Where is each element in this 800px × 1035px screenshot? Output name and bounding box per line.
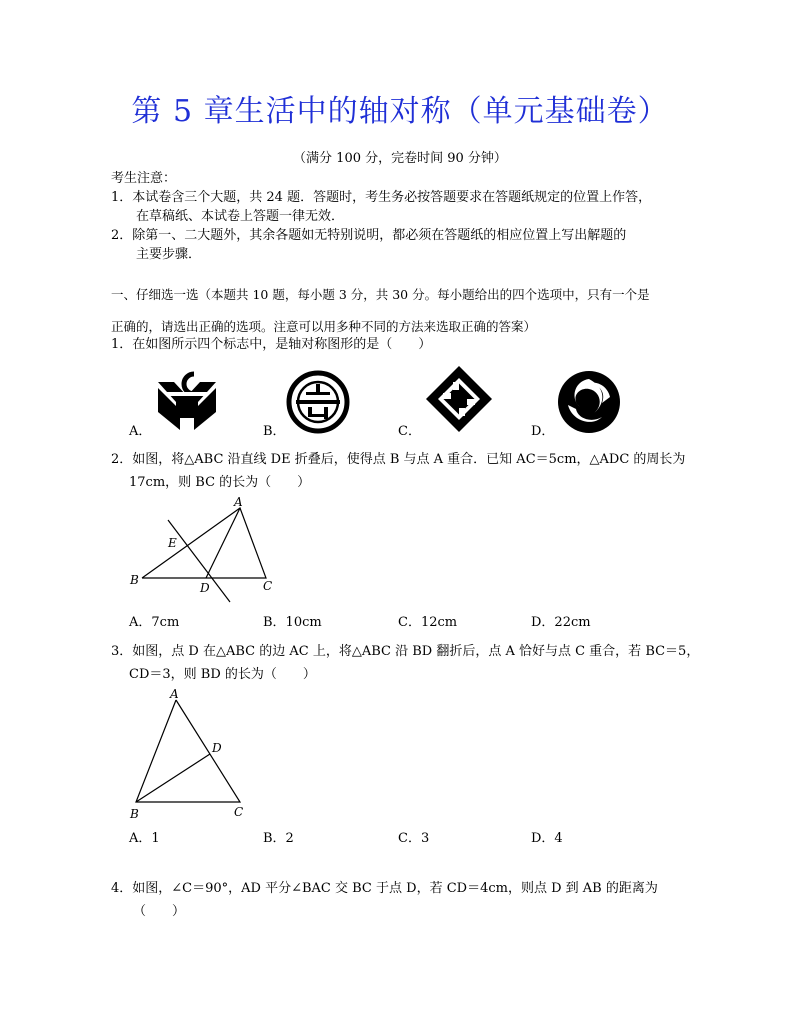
question-2-label-b: B (130, 573, 139, 587)
question-2-stem-line-1: 2．如图，将△ABC 沿直线 DE 折叠后，使得点 B 与点 A 重合．已知 AC＝5cm，△ADC 的周长为 (111, 452, 686, 467)
question-2-stem-line-2: 17cm，则 BC 的长为（ ） (129, 475, 311, 490)
question-1-option-d[interactable]: D． (531, 424, 555, 439)
question-3-label-a: A (170, 688, 179, 701)
question-3-figure (124, 688, 254, 820)
question-3-stem-line-1: 3．如图，点 D 在△ABC 的边 AC 上，将△ABC 沿 BD 翻折后，点 A 恰好与点 C 重合，若 BC＝5， (111, 644, 700, 659)
logo-c-icon (424, 364, 494, 434)
question-3-option-b[interactable]: B．2 (263, 831, 294, 846)
notice-item-1-line-1: 1．本试卷含三个大题，共 24 题．答题时，考生务必按答题要求在答题纸规定的位置上作答， (111, 190, 652, 205)
question-2-option-a[interactable]: A．7cm (129, 615, 180, 630)
section-1-line-2: 正确的，请选出正确的选项。注意可以用多种不同的方法来选取正确的答案） (111, 319, 537, 334)
logo-a-icon (150, 368, 224, 432)
logo-b-icon (286, 370, 350, 434)
logo-d-icon (556, 369, 622, 435)
question-2-figure (120, 494, 280, 606)
question-1-stem: 1．在如图所示四个标志中，是轴对称图形的是（ ） (111, 337, 432, 352)
question-2-label-d: D (200, 581, 210, 595)
question-3-label-d: D (212, 741, 222, 755)
question-1-option-c[interactable]: C． (398, 424, 421, 439)
question-2-label-c: C (263, 579, 273, 593)
question-2-label-a: A (234, 495, 243, 509)
notice-item-2-line-1: 2．除第一、二大题外，其余各题如无特别说明，都必须在答题纸的相应位置上写出解题的 (111, 228, 627, 243)
question-3-stem-line-2: CD＝3，则 BD 的长为（ ） (129, 667, 316, 682)
question-3-option-a[interactable]: A．1 (129, 831, 160, 846)
notice-item-2-line-2: 主要步骤． (136, 247, 202, 262)
question-2-label-e: E (168, 536, 177, 550)
question-1-option-a[interactable]: A． (129, 424, 152, 439)
page-subtitle: （满分 100 分，完卷时间 90 分钟） (293, 151, 507, 166)
section-1-line-1: 一、仔细选一选（本题共 10 题，每小题 3 分，共 30 分。每小题给出的四个选项中，只有一个是 (111, 287, 650, 302)
question-2-option-b[interactable]: B．10cm (263, 615, 322, 630)
question-2-option-c[interactable]: C．12cm (398, 615, 458, 630)
question-1-option-b[interactable]: B． (263, 424, 286, 439)
question-3-option-c[interactable]: C．3 (398, 831, 430, 846)
notice-item-1-line-2: 在草稿纸、本试卷上答题一律无效． (136, 209, 345, 224)
page-title: 第 5 章生活中的轴对称（单元基础卷） (131, 94, 669, 129)
question-3-option-d[interactable]: D．4 (531, 831, 563, 846)
question-2-option-d[interactable]: D．22cm (531, 615, 591, 630)
question-3-label-c: C (234, 805, 244, 819)
question-4-stem-line-1: 4．如图，∠C＝90°，AD 平分∠BAC 交 BC 于点 D，若 CD＝4cm，则点 D 到 AB 的距离为 (111, 881, 658, 896)
notice-heading: 考生注意： (111, 171, 177, 186)
question-3-label-b: B (130, 807, 139, 820)
question-4-stem-line-2: （ ） (133, 904, 186, 919)
